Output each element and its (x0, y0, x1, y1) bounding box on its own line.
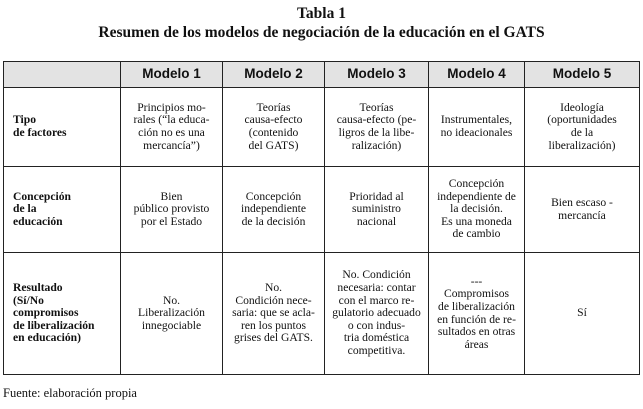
cell-line: por el Estado (140, 214, 203, 228)
cell-line: Condición nece- (235, 293, 312, 307)
cell-line: en función de re- (437, 312, 516, 326)
cell-line: de cambio (452, 227, 501, 241)
table-cell-modelo-3 (325, 88, 429, 167)
table-subtitle: Resumen de los modelos de negociación de la educación en el GATS (98, 24, 545, 41)
cell-line: Concepción (448, 177, 505, 191)
cell-line: mercancía (558, 208, 606, 222)
table-cell-modelo-4 (429, 253, 525, 375)
cell-line: innegociable (141, 318, 202, 332)
cell-line: público provisto (133, 202, 210, 216)
row-header-resultado (4, 253, 121, 375)
cell-line: ligros de la libe- (338, 126, 415, 139)
table-cell-modelo-5 (525, 167, 640, 253)
cell-line: del GATS) (248, 138, 299, 152)
cell-line: mercancía”) (143, 138, 200, 152)
row-header-line: educación (13, 214, 63, 228)
cell-line: de la (570, 126, 594, 139)
cell-line: de la decisión (241, 214, 306, 228)
table-cell-modelo-2 (223, 253, 325, 375)
table-row-concepcion-educacion (4, 167, 640, 253)
cell-line: independiente (240, 202, 307, 216)
table-cell-modelo-3 (325, 253, 429, 375)
cell-line: Teorías (256, 100, 291, 114)
table-cell-modelo-2 (223, 167, 325, 253)
cell-line: Sí (577, 306, 587, 320)
table-cell-modelo-1 (121, 253, 223, 375)
cell-line: Es una moneda (441, 214, 512, 228)
table-cell-modelo-1 (121, 88, 223, 167)
cell-line: Liberalización (138, 306, 205, 320)
table-row-resultado (4, 253, 640, 375)
cell-line: --- (470, 274, 483, 288)
cell-line: saria: que se acla- (232, 306, 315, 320)
cell-line: Compromisos (443, 287, 510, 301)
cell-line: grises del GATS. (234, 331, 313, 345)
cell-line: o con indus- (347, 318, 406, 332)
row-header-line: en educación) (13, 331, 81, 345)
cell-line: rales (“la educa- (133, 113, 210, 127)
cell-line: competitiva. (347, 343, 406, 357)
header-cell-modelo-3: Modelo 3 (325, 62, 429, 88)
cell-line: causa-efecto (pe- (336, 113, 417, 127)
row-header-line: Resultado (13, 281, 63, 295)
row-header-line: de liberalización (13, 318, 95, 332)
cell-line: causa-efecto (244, 113, 303, 127)
table-cell-modelo-5 (525, 253, 640, 375)
cell-line: (contenido (248, 126, 299, 139)
cell-line: (oportunidades (547, 113, 617, 127)
cell-line: No. (264, 281, 283, 295)
header-cell-modelo-5: Modelo 5 (525, 62, 640, 88)
cell-line: la decisión. (450, 202, 503, 216)
cell-line: Prioridad al (349, 189, 404, 203)
header-cell-empty (4, 62, 121, 88)
cell-line: Instrumentales, (440, 113, 513, 127)
cell-line: Ideología (560, 100, 604, 114)
cell-line: tria doméstica (343, 331, 410, 345)
cell-line: sultados en otras (437, 325, 516, 339)
cell-line: de liberalización (438, 299, 515, 313)
table-row-tipo-de-factores (4, 88, 640, 167)
cell-line: No. (162, 293, 181, 307)
table-title: Tabla 1 (297, 5, 346, 22)
cell-line: ren los puntos (240, 318, 307, 332)
row-header-line: Tipo (13, 113, 36, 127)
cell-line: suministro (352, 202, 401, 216)
table-caption (0, 0, 643, 42)
header-cell-modelo-4: Modelo 4 (429, 62, 525, 88)
cell-line: áreas (464, 337, 489, 351)
row-header-line: de la (13, 202, 37, 216)
cell-line: ción no es una (138, 126, 205, 139)
cell-line: liberalización) (548, 138, 616, 152)
cell-line: Bien (160, 189, 183, 203)
cell-line: Bien escaso - (551, 195, 613, 209)
header-row (4, 62, 640, 88)
source-note: Fuente: elaboración propia (3, 386, 137, 400)
cell-line: gulatorio adecuado (332, 306, 421, 320)
table-cell-modelo-4 (429, 88, 525, 167)
models-table (3, 61, 640, 375)
cell-line: Principios mo- (137, 100, 206, 114)
header-cell-modelo-1: Modelo 1 (121, 62, 223, 88)
row-header-concepcion-educacion (4, 167, 121, 253)
row-header-line: de factores (13, 126, 67, 139)
table-cell-modelo-1 (121, 167, 223, 253)
row-header-line: compromisos (13, 306, 79, 320)
row-header-line: Concepción (13, 189, 71, 203)
row-header-line: (Sí/No (13, 293, 44, 307)
cell-line: ralización) (351, 138, 402, 152)
cell-line: necesaria: contar (337, 281, 416, 295)
row-header-tipo-de-factores (4, 88, 121, 167)
cell-line: Concepción (245, 189, 302, 203)
table-cell-modelo-4 (429, 167, 525, 253)
cell-line: nacional (356, 214, 397, 228)
cell-line: independiente de (437, 189, 516, 203)
table-cell-modelo-2 (223, 88, 325, 167)
cell-line: con el marco re- (338, 293, 415, 307)
table-cell-modelo-5 (525, 88, 640, 167)
cell-line: Teorías (359, 100, 394, 114)
header-cell-modelo-2: Modelo 2 (223, 62, 325, 88)
cell-line: no ideacionales (440, 126, 513, 139)
table-cell-modelo-3 (325, 167, 429, 253)
cell-line: No. Condición (342, 268, 411, 282)
